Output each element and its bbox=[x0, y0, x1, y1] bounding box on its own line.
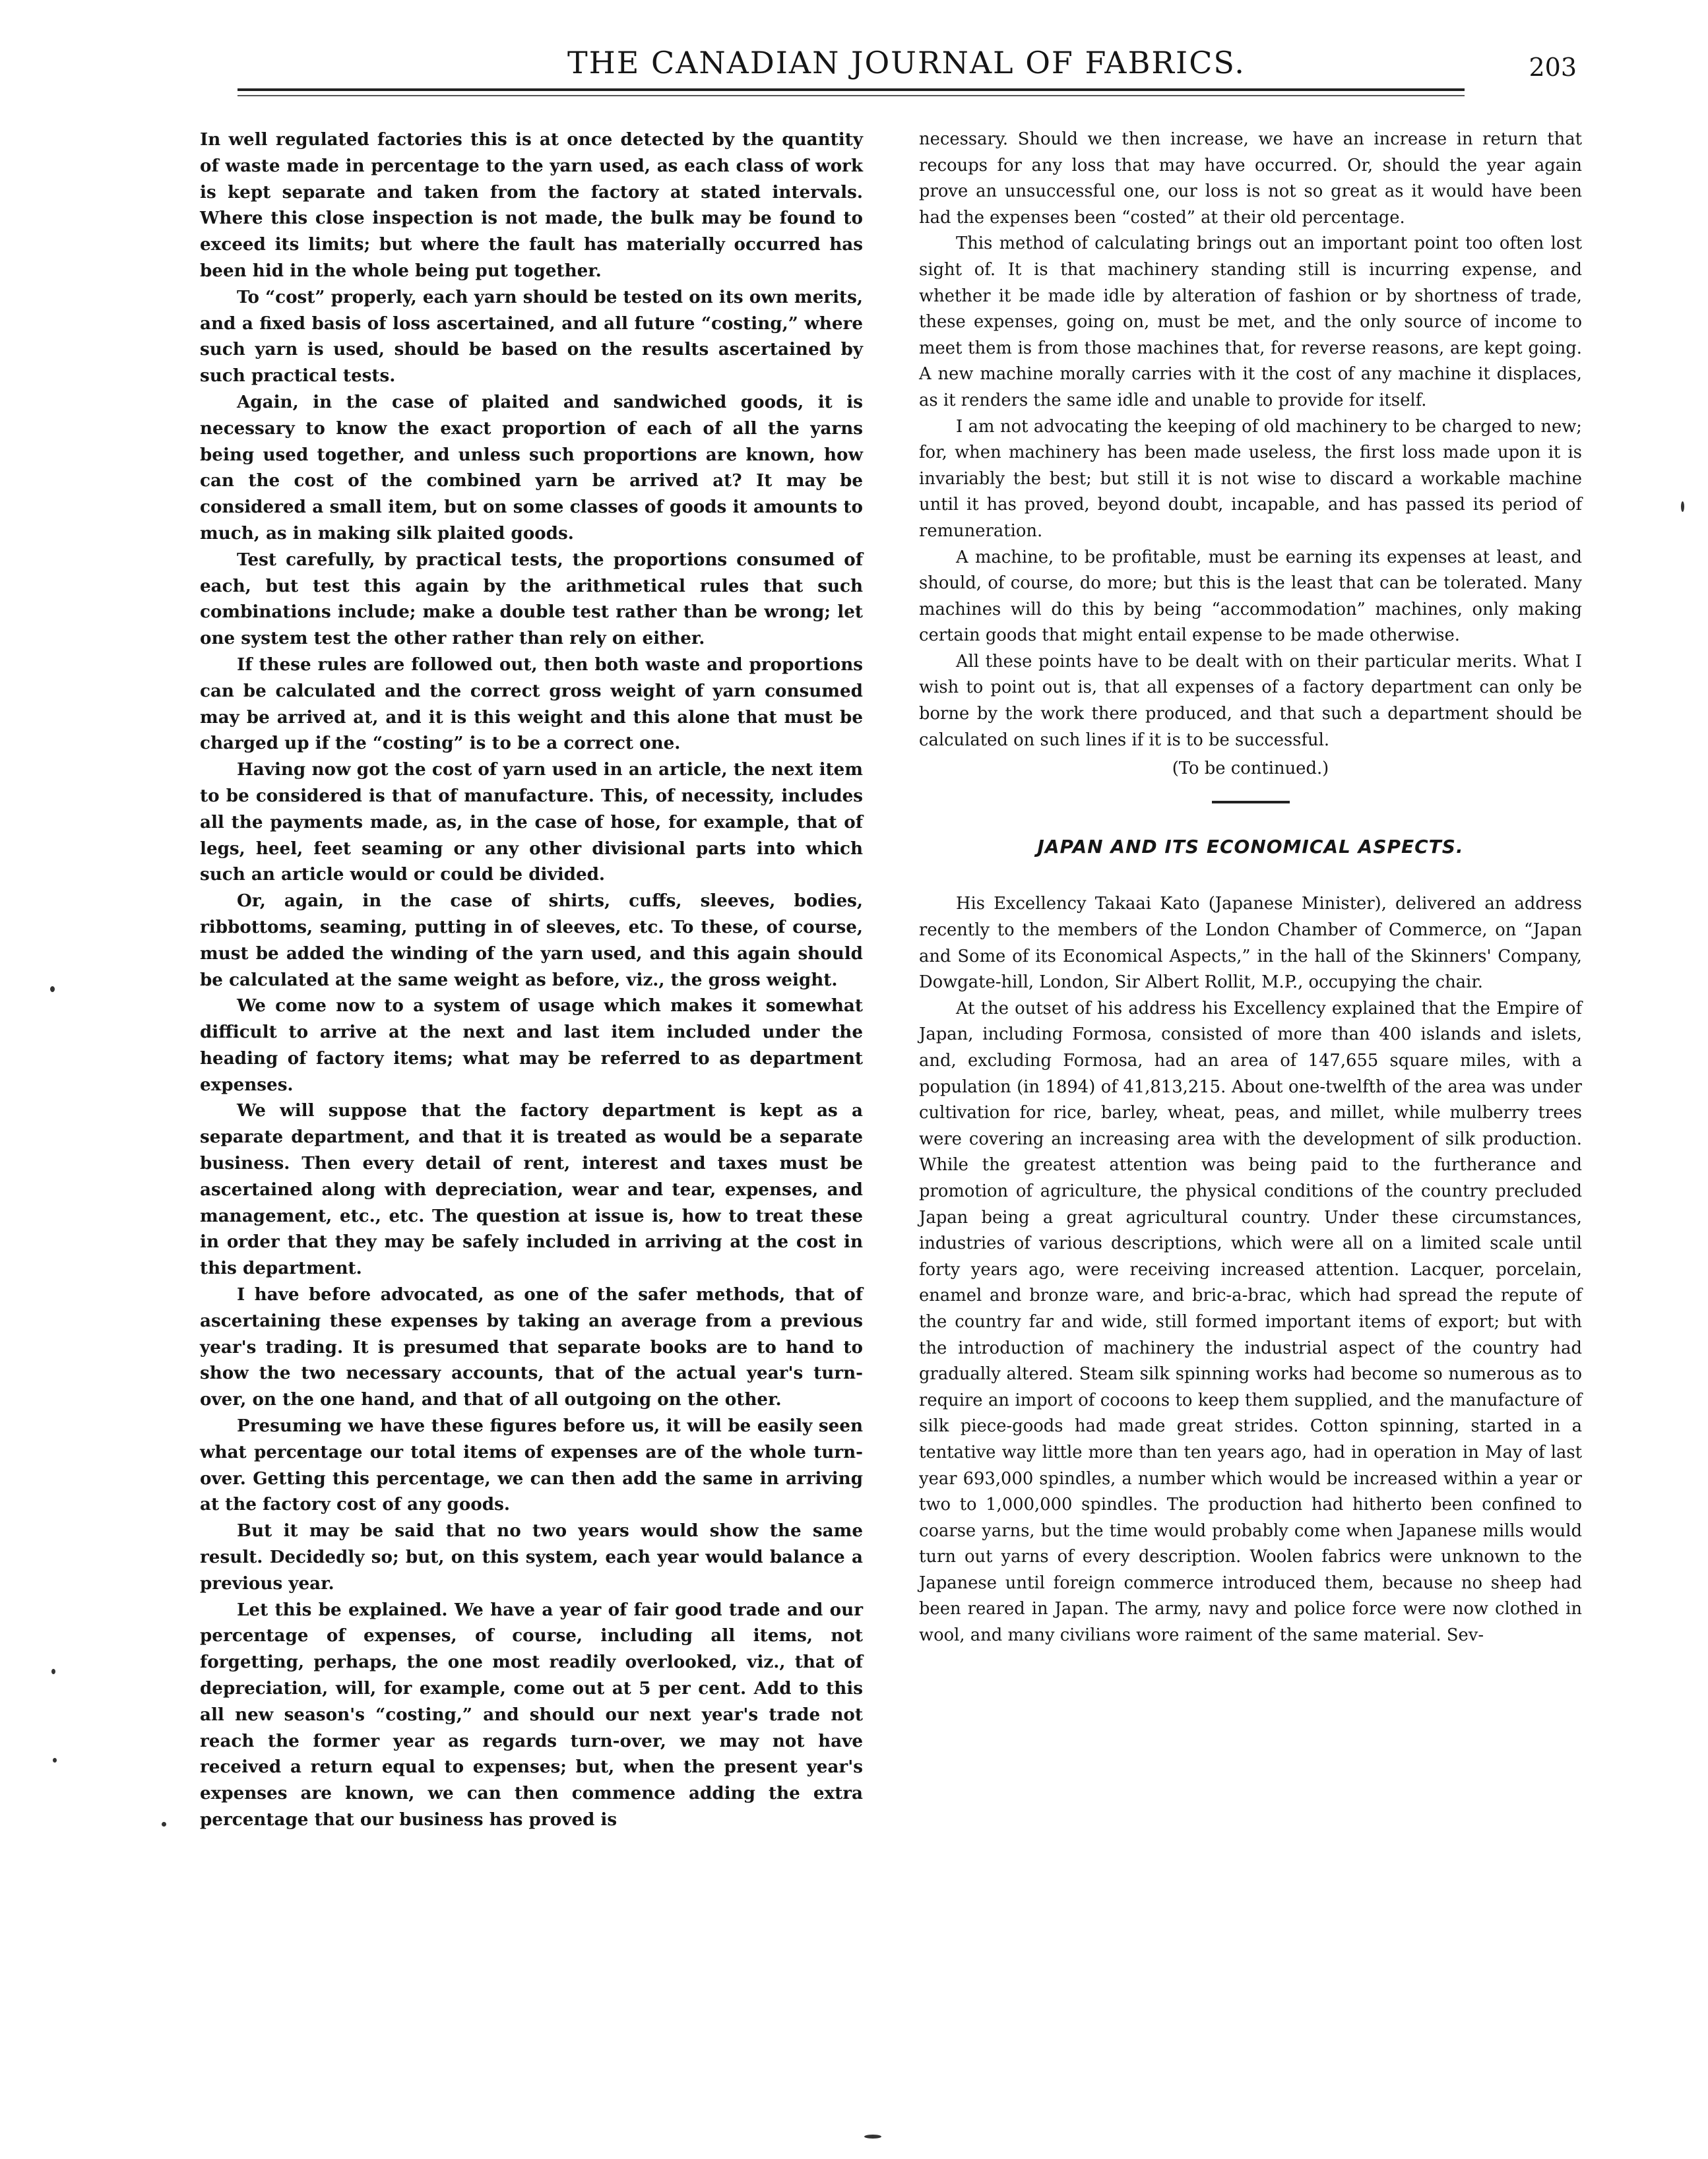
article-heading: JAPAN AND ITS ECONOMICAL ASPECTS. bbox=[1037, 835, 1464, 858]
paragraph: His Excellency Takaai Kato (Japanese Minister), delivered an address recently to the members of the London Chamber of Commerce, on “Japan and Some of its Economical Aspects,” in the hall of the Skinners' Company, Dowgate-hill, London, Sir Albert Rollit, M.P., occupying the chair. bbox=[919, 894, 1582, 993]
paragraph: A machine, to be profitable, must be earning its expenses at least, and should, of course, do more; but this is the least that can be tolerated. Many machines will do this by being “accommodation” machines, only making certain goods that might entail expense to be made otherwise. bbox=[919, 547, 1582, 646]
paragraph: In well regulated factories this is at once detected by the quantity of waste made in percentage to the yarn used, as each class of work is kept separate and taken from the factory at stated intervals. Where this close inspection is not made, the bulk may be found to exceed its limits; but where the fault has materially occurred has been hid in the whole being put together. bbox=[200, 129, 863, 281]
to-be-continued-note: (To be continued.) bbox=[1172, 759, 1329, 779]
paragraph: Test carefully, by practical tests, the proportions consumed of each, but test this again by the arithmetical rules that such combinations include; make a double test rather than be wrong; let one system test the other rather than rely on either. bbox=[200, 549, 863, 649]
paragraph: necessary. Should we then increase, we have an increase in return that recoups for any loss that may have occurred. Or, should the year again prove an unsuccessful one, our loss is not so great as it would have been had the expenses been “costed” at their old percentage. bbox=[919, 129, 1582, 228]
journal-title: THE CANADIAN JOURNAL OF FABRICS. bbox=[567, 45, 1246, 80]
scan-speck bbox=[1681, 501, 1684, 512]
paragraph: We will suppose that the factory department is kept as a separate department, and that it is treated as would be a separate business. Then every detail of rent, interest and taxes must be ascertained along with depreciation, wear and tear, expenses, and management, etc., etc. The question at issue is, how to treat these in order that they may be safely included in arriving at the cost in this department. bbox=[200, 1100, 863, 1279]
paragraph: To “cost” properly, each yarn should be tested on its own merits, and a fixed basis of loss ascertained, and all future “costing,” where such yarn is used, should be based on the results ascertained by such practical tests. bbox=[200, 286, 863, 387]
paragraph: At the outset of his address his Excellency explained that the Empire of Japan, including Formosa, consisted of more than 400 islands and islets, and, excluding Formosa, had an area of 147,655 square miles, with a population (in 1894) of 41,813,215. About one-twelfth of the area was under cultivation for rice, barley, wheat, peas, and millet, while mulberry trees were covering an increasing area with the development of silk production. While the greatest attention was being paid to the furtherance and promotion of agriculture, the physical conditions of the country precluded Japan being a great agricultural country. Under these circumstances, industries of various descriptions, which were all on a limited scale until forty years ago, were receiving increased attention. Lacquer, porcelain, enamel and bronze ware, and bric-a-brac, which had spread the repute of the country far and wide, still formed important items of export; but with the introduction of machinery the industrial aspect of the country had gradually altered. Steam silk spinning works had become so numerous as to require an import of cocoons to keep them supplied, and the manufacture of silk piece-goods had made great strides. Cotton spinning, started in a tentative way little more than ten years ago, had in operation in May of last year 693,000 spindles, a number which would be increased within a year or two to 1,000,000 spindles. The production had hitherto been confined to coarse yarns, but the time would probably come when Japanese mills would turn out yarns of every description. Woolen fabrics were unknown to the Japanese until foreign commerce introduced them, because no sheep had been reared in Japan. The army, navy and police force were now clothed in wool, and many civilians wore raiment of the same material. Sev- bbox=[919, 998, 1582, 1646]
page-number: 203 bbox=[1529, 53, 1577, 82]
paragraph: Having now got the cost of yarn used in an article, the next item to be considered is that of manufacture. This, of necessity, includes all the payments made, as, in the case of hose, for example, that of legs, heel, feet seaming or any other divisional parts into which such an article would or could be divided. bbox=[200, 759, 863, 885]
header-rule-thin bbox=[237, 95, 1465, 96]
paragraph: We come now to a system of usage which makes it somewhat difficult to arrive at the next and last item included under the heading of factory items; what may be referred to as department expenses. bbox=[200, 995, 863, 1095]
page-header bbox=[185, 34, 1583, 98]
left-column bbox=[200, 127, 863, 1833]
paragraph: Again, in the case of plaited and sandwiched goods, it is necessary to know the exact proportion of each of all the yarns being used together, and unless such proportions are known, how can the cost of the combined yarn be arrived at? It may be considered a small item, but on some classes of goods it amounts to much, as in making silk plaited goods. bbox=[200, 391, 863, 544]
right-column bbox=[919, 127, 1582, 1649]
paragraph: If these rules are followed out, then both waste and proportions can be calculated and the correct gross weight of yarn consumed may be arrived at, and it is this weight and this alone that must be charged up if the “costing” is to be a correct one. bbox=[200, 654, 863, 754]
paragraph: I am not advocating the keeping of old machinery to be charged to new; for, when machinery has been made useless, the first loss made upon it is invariably the best; but still it is not wise to discard a workable machine until it has proved, beyond doubt, incapable, and has passed its period of remuneration. bbox=[919, 416, 1582, 541]
header-rule-thick bbox=[237, 88, 1465, 91]
paragraph: All these points have to be dealt with on their particular merits. What I wish to point out is, that all expenses of a factory department can only be borne by the work there produced, and that such a department should be calculated on such lines if it is to be successful. bbox=[919, 651, 1582, 750]
paragraph: Or, again, in the case of shirts, cuffs, sleeves, bodies, ribbottoms, seaming, putting in of sleeves, etc. To these, of course, must be added the winding of the yarn used, and this again should be calculated at the same weight as before, viz., the gross weight. bbox=[200, 891, 863, 990]
scan-speck bbox=[864, 2135, 881, 2139]
paragraph: Presuming we have these figures before us, it will be easily seen what percentage our total items of expenses are of the whole turn-over. Getting this percentage, we can then add the same in arriving at the factory cost of any goods. bbox=[200, 1416, 863, 1515]
scan-speck bbox=[53, 1758, 57, 1763]
scan-speck bbox=[50, 986, 55, 992]
scan-speck bbox=[162, 1822, 166, 1827]
scan-speck bbox=[51, 1669, 55, 1674]
paragraph: This method of calculating brings out an important point too often lost sight of. It is that machinery standing still is incurring expense, and whether it be made idle by alteration of fashion or by shortness of trade, these expenses, going on, must be met, and the only source of income to meet them is from those machines that, for reverse reasons, are kept going. A new machine morally carries with it the cost of any machine it displaces, as it renders the same idle and unable to provide for itself. bbox=[919, 234, 1582, 410]
section-divider bbox=[1212, 801, 1290, 803]
paragraph: Let this be explained. We have a year of fair good trade and our percentage of expenses, of course, including all items, not forgetting, perhaps, the one most readily overlooked, viz., that of depreciation, will, for example, come out at 5 per cent. Add to this all new season's “costing,” and should our next year's trade not reach the former year as regards turn-over, we may not have received a return equal to expenses; but, when the present year's expenses are known, we can then commence adding the extra percentage that our business has proved is bbox=[200, 1599, 863, 1830]
paragraph: But it may be said that no two years would show the same result. Decidedly so; but, on this system, each year would balance a previous year. bbox=[200, 1520, 863, 1594]
paragraph: I have before advocated, as one of the safer methods, that of ascertaining these expenses by taking an average from a previous year's trading. It is presumed that separate books are to hand to show the two necessary accounts, that of the actual year's turn-over, on the one hand, and that of all outgoing on the other. bbox=[200, 1284, 863, 1410]
